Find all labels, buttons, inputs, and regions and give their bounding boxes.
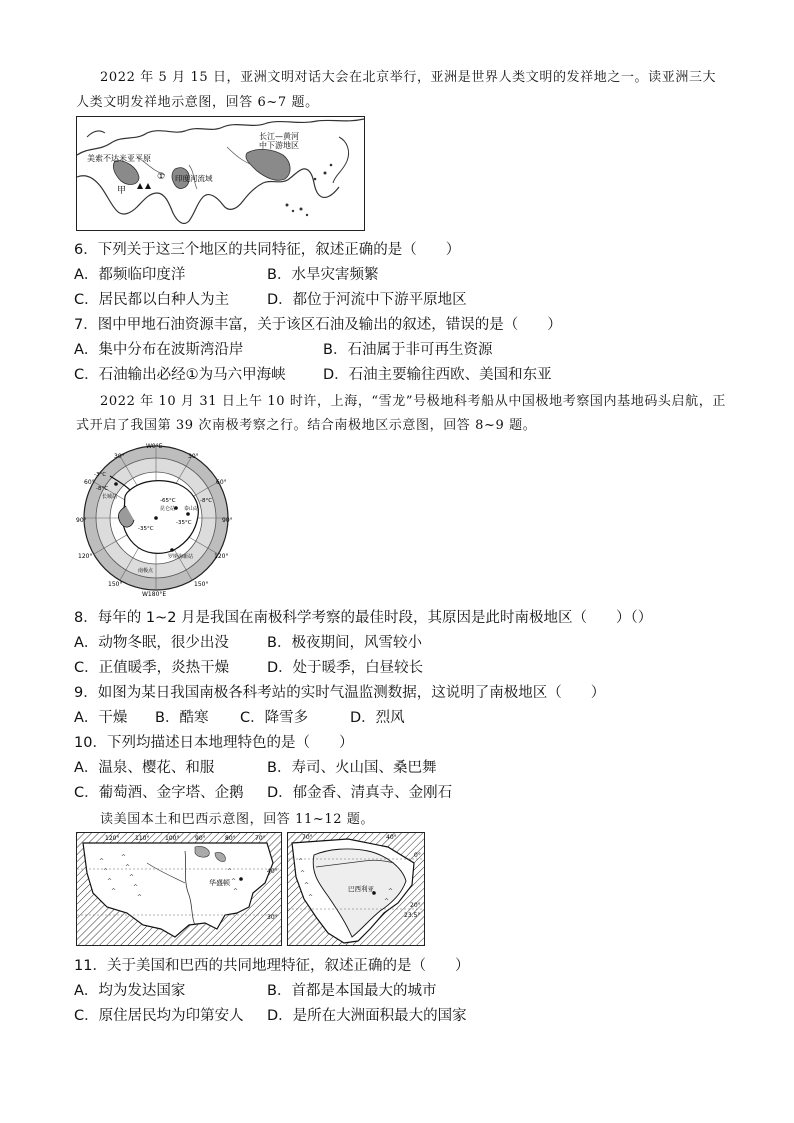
question-10-option-c: C．葡萄酒、金字塔、企鹅: [74, 785, 244, 801]
question-7-option-a: A．集中分布在波斯湾沿岸: [74, 342, 244, 358]
intro-paragraph-3: 读美国本土和巴西示意图，回答 11~12 题。: [100, 812, 375, 827]
svg-text:^: ^: [129, 874, 135, 881]
meridian-90w-label: 90°: [76, 517, 87, 524]
question-10-option-d: D．郁金香、清真寺、金刚石: [267, 785, 453, 801]
meridian-120w-label: 120°: [78, 553, 93, 560]
question-9-option-c: C．降雪多: [240, 710, 309, 726]
svg-text:^: ^: [304, 882, 310, 889]
svg-text:^: ^: [137, 894, 143, 901]
svg-text:^: ^: [125, 864, 131, 871]
brasilia-label: 巴西利亚: [348, 885, 374, 893]
lon-110-label: 110°: [135, 835, 150, 842]
svg-text:^: ^: [133, 884, 139, 891]
svg-text:^: ^: [111, 888, 117, 895]
usa-map: [76, 832, 282, 946]
lat-23-5-label: 23.5°: [404, 912, 421, 919]
svg-text:^: ^: [388, 888, 394, 895]
lon-70-label: 70°: [302, 834, 313, 841]
intro-paragraph-1-line1: 2022 年 5 月 15 日，亚洲文明对话大会在北京举行，亚洲是世界人类文明的发祥地之一。读亚洲三大: [100, 70, 717, 85]
svg-text:^: ^: [384, 898, 390, 905]
south-pole-label: 南极点: [138, 568, 154, 574]
svg-text:^: ^: [121, 854, 127, 861]
question-8-option-b: B．极夜期间，风雪较小: [267, 635, 422, 651]
svg-text:^: ^: [233, 888, 239, 895]
ross-sea-station-label: 罗斯海新站: [168, 554, 194, 560]
question-8-option-d: D．处于暖季，白昼较长: [267, 660, 424, 676]
temp-label-5: -65°C: [160, 498, 176, 504]
question-9-option-d: D．烈风: [350, 710, 405, 726]
svg-text:^: ^: [99, 858, 105, 865]
yangtze-label-line2: 中下游地区: [259, 141, 299, 150]
svg-text:^: ^: [103, 868, 109, 875]
svg-text:^: ^: [298, 858, 304, 865]
question-11-option-d: D．是所在大洲面积最大的国家: [267, 1008, 467, 1024]
question-6-stem: 6．下列关于这三个地区的共同特征，叙述正确的是（ ）: [74, 242, 461, 258]
temp-label-3: -8°C: [200, 498, 213, 504]
question-6-option-c: C．居民都以白种人为主: [74, 292, 230, 308]
antarctica-map-svg: [76, 440, 236, 598]
question-7-option-c: C．石油输出必经①为马六甲海峡: [74, 367, 286, 383]
meridian-150e-label: 150°: [194, 581, 209, 588]
lon-40-label: 40°: [386, 834, 397, 841]
asia-civilizations-map: [76, 116, 365, 231]
taishan-station-label: 泰山站: [184, 506, 200, 512]
jia-label: 甲: [117, 186, 127, 196]
meridian-60w-label: 60°: [84, 479, 95, 486]
svg-text:^: ^: [227, 868, 233, 875]
question-8-option-c: C．正值暖季，炎热干燥: [74, 660, 230, 676]
temp-label-4: -35°C: [176, 520, 192, 526]
meridian-120e-label: 120°: [214, 553, 229, 560]
asia-map-svg: [77, 117, 364, 230]
lat-30-label: 30°: [267, 914, 278, 921]
meridian-30e-label: 30°: [188, 453, 199, 460]
antarctica-map: [76, 440, 236, 598]
question-8-option-a: A．动物冬眠，很少出没: [74, 635, 229, 651]
meridian-180-label: W180°E: [142, 591, 167, 598]
temp-label-1: -3°C: [94, 472, 107, 478]
question-10-option-b: B．寿司、火山国、桑巴舞: [267, 760, 437, 776]
lon-120-label: 120°: [105, 835, 120, 842]
intro-paragraph-2-line2: 式开启了我国第 39 次南极考察之行。结合南极地区示意图，回答 8~9 题。: [76, 418, 537, 433]
question-7-option-d: D．石油主要输往西欧、美国和东亚: [323, 367, 552, 383]
mesopotamia-label: 美索不达米亚平原: [87, 154, 151, 163]
question-11-option-a: A．均为发达国家: [74, 983, 186, 999]
svg-text:^: ^: [308, 894, 314, 901]
question-11-option-c: C．原住居民均为印第安人: [74, 1008, 244, 1024]
svg-text:^: ^: [231, 878, 237, 885]
lat-0-label: 0°: [414, 852, 421, 859]
question-6-option-a: A．都频临印度洋: [74, 267, 186, 283]
lon-90-label: 90°: [195, 835, 206, 842]
question-8-stem: 8．每年的 1~2 月是我国在南极科学考察的最佳时段，其原因是此时南极地区（ ）（）: [74, 610, 653, 626]
svg-text:^: ^: [107, 878, 113, 885]
meridian-60e-label: 60°: [216, 479, 227, 486]
lon-80-label: 80°: [225, 835, 236, 842]
question-7-option-b: B．石油属于非可再生资源: [323, 342, 493, 358]
question-9-stem: 9．如图为某日我国南极各科考站的实时气温监测数据，这说明了南极地区（ ）: [74, 685, 606, 701]
lon-100-label: 100°: [165, 835, 180, 842]
changcheng-station-label: 长城站: [102, 494, 118, 500]
meridian-150w-label: 150°: [108, 581, 123, 588]
usa-map-svg: [77, 833, 281, 945]
question-9-option-b: B．酷寒: [155, 710, 209, 726]
brazil-map: [287, 832, 425, 946]
indus-label: 印度河流域: [175, 174, 213, 183]
question-6-option-b: B．水旱灾害频繁: [267, 267, 379, 283]
yangtze-label-line1: 长江—黄河: [259, 132, 299, 141]
question-10-stem: 10．下列均描述日本地理特色的是（ ）: [74, 735, 354, 751]
lat-20-label: 20°: [410, 902, 421, 909]
svg-text:^: ^: [300, 870, 306, 877]
temp-label-2: -8°C: [96, 486, 109, 492]
question-10-option-a: A．温泉、樱花、和服: [74, 760, 215, 776]
circle-1-label: ①: [157, 172, 166, 182]
question-11-option-b: B．首都是本国最大的城市: [267, 983, 437, 999]
question-6-option-d: D．都位于河流中下游平原地区: [267, 292, 467, 308]
temp-label-6: -35°C: [138, 526, 154, 532]
washington-label: 华盛顿: [209, 879, 230, 887]
intro-paragraph-2-line1: 2022 年 10 月 31 日上午 10 时许，上海，“雪龙”号极地科考船从中国极地考察国内基地码头启航，正: [100, 394, 726, 409]
intro-paragraph-1-line2: 人类文明发祥地示意图，回答 6~7 题。: [76, 95, 319, 110]
kunlun-station-label: 昆仑站: [160, 506, 176, 512]
question-9-option-a: A．干燥: [74, 710, 128, 726]
meridian-0-label: W0°E: [146, 443, 163, 450]
lat-40-label: 40°: [267, 868, 278, 875]
question-11-stem: 11．关于美国和巴西的共同地理特征，叙述正确的是（ ）: [74, 958, 470, 974]
meridian-90e-label: 90°: [222, 517, 233, 524]
brazil-map-svg: [288, 833, 424, 945]
question-7-stem: 7．图中甲地石油资源丰富，关于该区石油及输出的叙述，错误的是（ ）: [74, 317, 562, 333]
lon-70-label: 70°: [255, 835, 266, 842]
meridian-30w-label: 30°: [114, 453, 125, 460]
